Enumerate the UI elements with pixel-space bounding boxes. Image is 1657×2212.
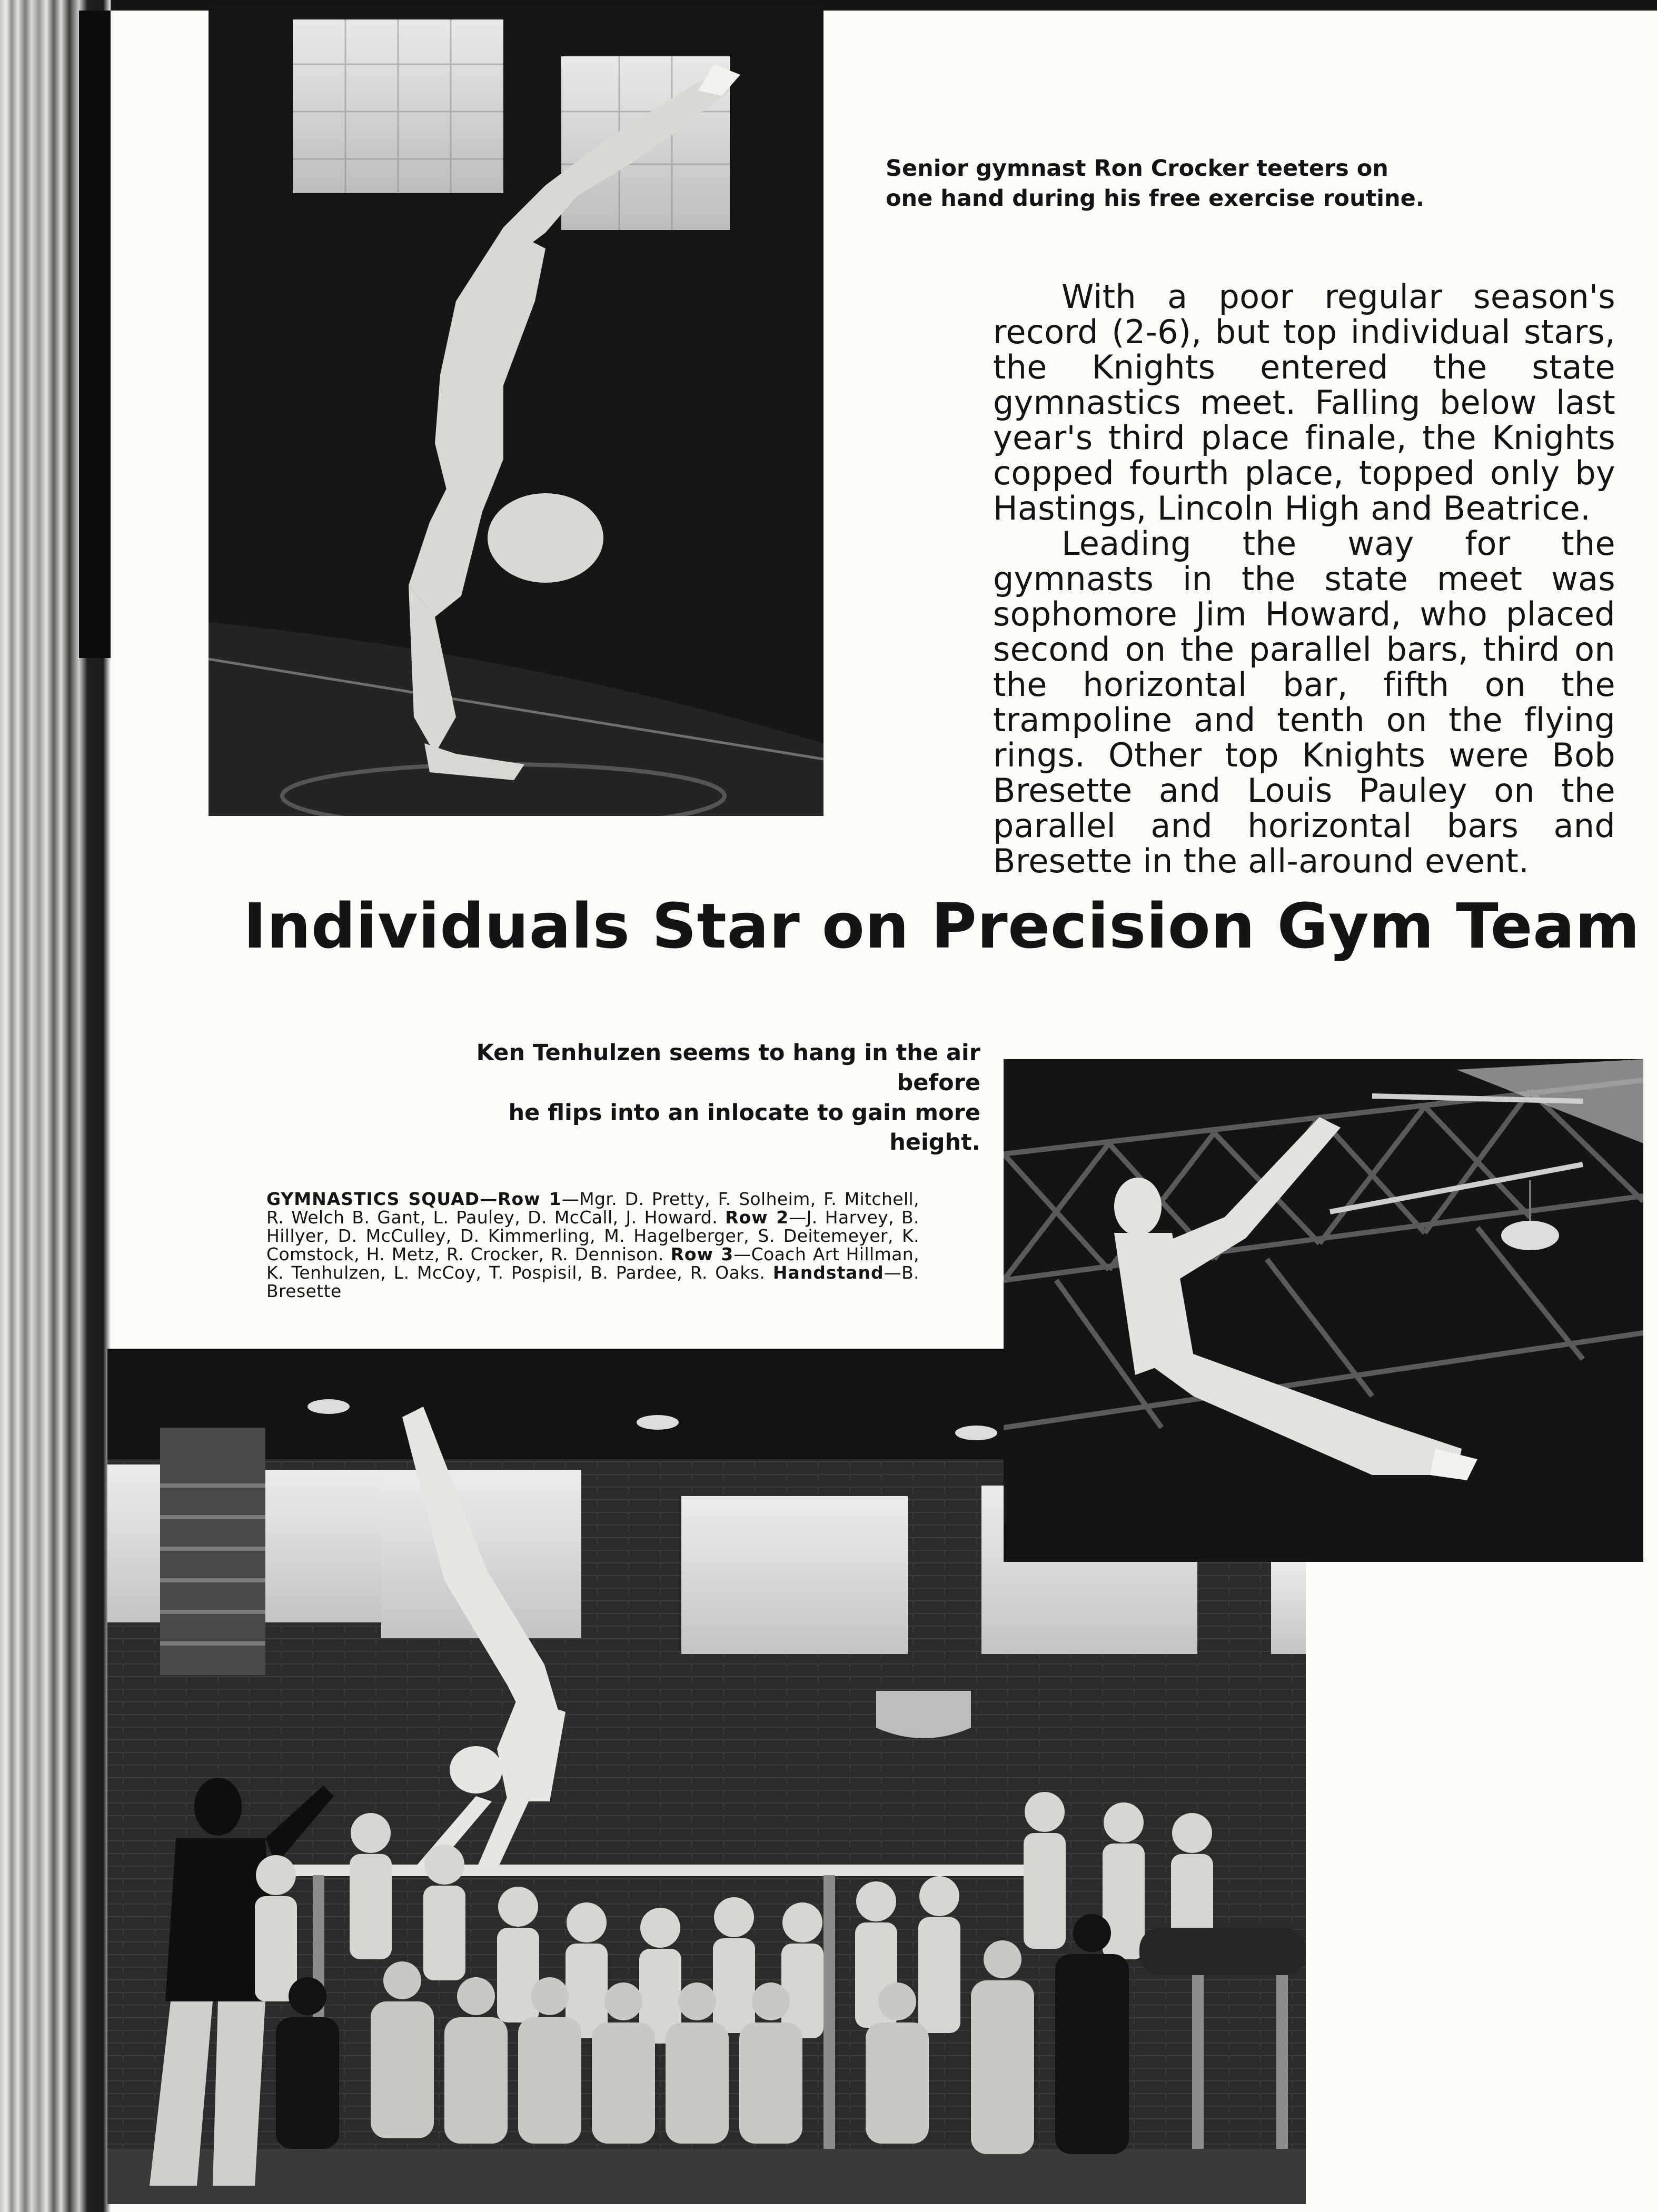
rings-caption-line-1: Ken Tenhulzen seems to hang in the air before: [476, 1040, 980, 1096]
rings-photo: [1004, 1059, 1643, 1562]
squad-row-1-label: GYMNASTICS SQUAD—Row 1: [266, 1189, 562, 1209]
squad-row-2-names: —J. Harvey, B. Hillyer, D. McCulley, D. Kimmerling, M. Hagelberger, S. Deitemeyer, K. Comstock, H. Metz, R. Crocker, R. Dennison.: [266, 1207, 919, 1264]
handstand-photo-illustration: [209, 6, 823, 816]
squad-row-3-names: —Coach Art Hillman, K. Tenhulzen, L. McCoy, T. Pospisil, B. Pardee, R. Oaks.: [266, 1244, 919, 1283]
squad-handstand-label: Handstand: [772, 1262, 884, 1283]
article-body: [993, 279, 1615, 879]
handstand-caption-line-1: Senior gymnast Ron Crocker teeters on: [886, 155, 1388, 182]
rings-caption-line-2: he flips into an inlocate to gain more height.: [508, 1099, 980, 1156]
squad-row-1-names: —Mgr. D. Pretty, F. Solheim, F. Mitchell, R. Welch B. Gant, L. Pauley, D. McCall, J. Howard.: [266, 1189, 919, 1228]
squad-row-3-label: Row 3: [670, 1244, 734, 1264]
squad-row-2-label: Row 2: [725, 1207, 789, 1228]
article-paragraph-1: With a poor regular season's record (2-6), but top individual stars, the Knights entered the state gymnastics meet. Falling below last year's third place finale, the Knights copped fourth place, topped only by Hastings, Lincoln High and Beatrice.: [993, 277, 1615, 527]
article-paragraph-2: Leading the way for the gymnasts in the state meet was sophomore Jim Howard, who placed second on the parallel bars, third on the horizontal bar, fifth on the trampoline and tenth on the flying rings. Other top Knights were Bob Bresette and Louis Pauley on the parallel and horizontal bars and Bresette in the all-around event.: [993, 524, 1615, 880]
rings-photo-illustration: [1004, 1059, 1643, 1562]
handstand-photo-caption: [886, 154, 1465, 214]
page-stack-shadow: [79, 11, 111, 658]
handstand-photo: [209, 6, 823, 816]
handstand-caption-line-2: one hand during his free exercise routine.: [886, 185, 1425, 212]
rings-photo-caption: [422, 1038, 980, 1158]
squad-handstand-names: —B. Bresette: [266, 1262, 920, 1301]
page-headline: Individuals Star on Precision Gym Team: [243, 890, 1640, 962]
squad-roster-caption: [266, 1190, 919, 1300]
